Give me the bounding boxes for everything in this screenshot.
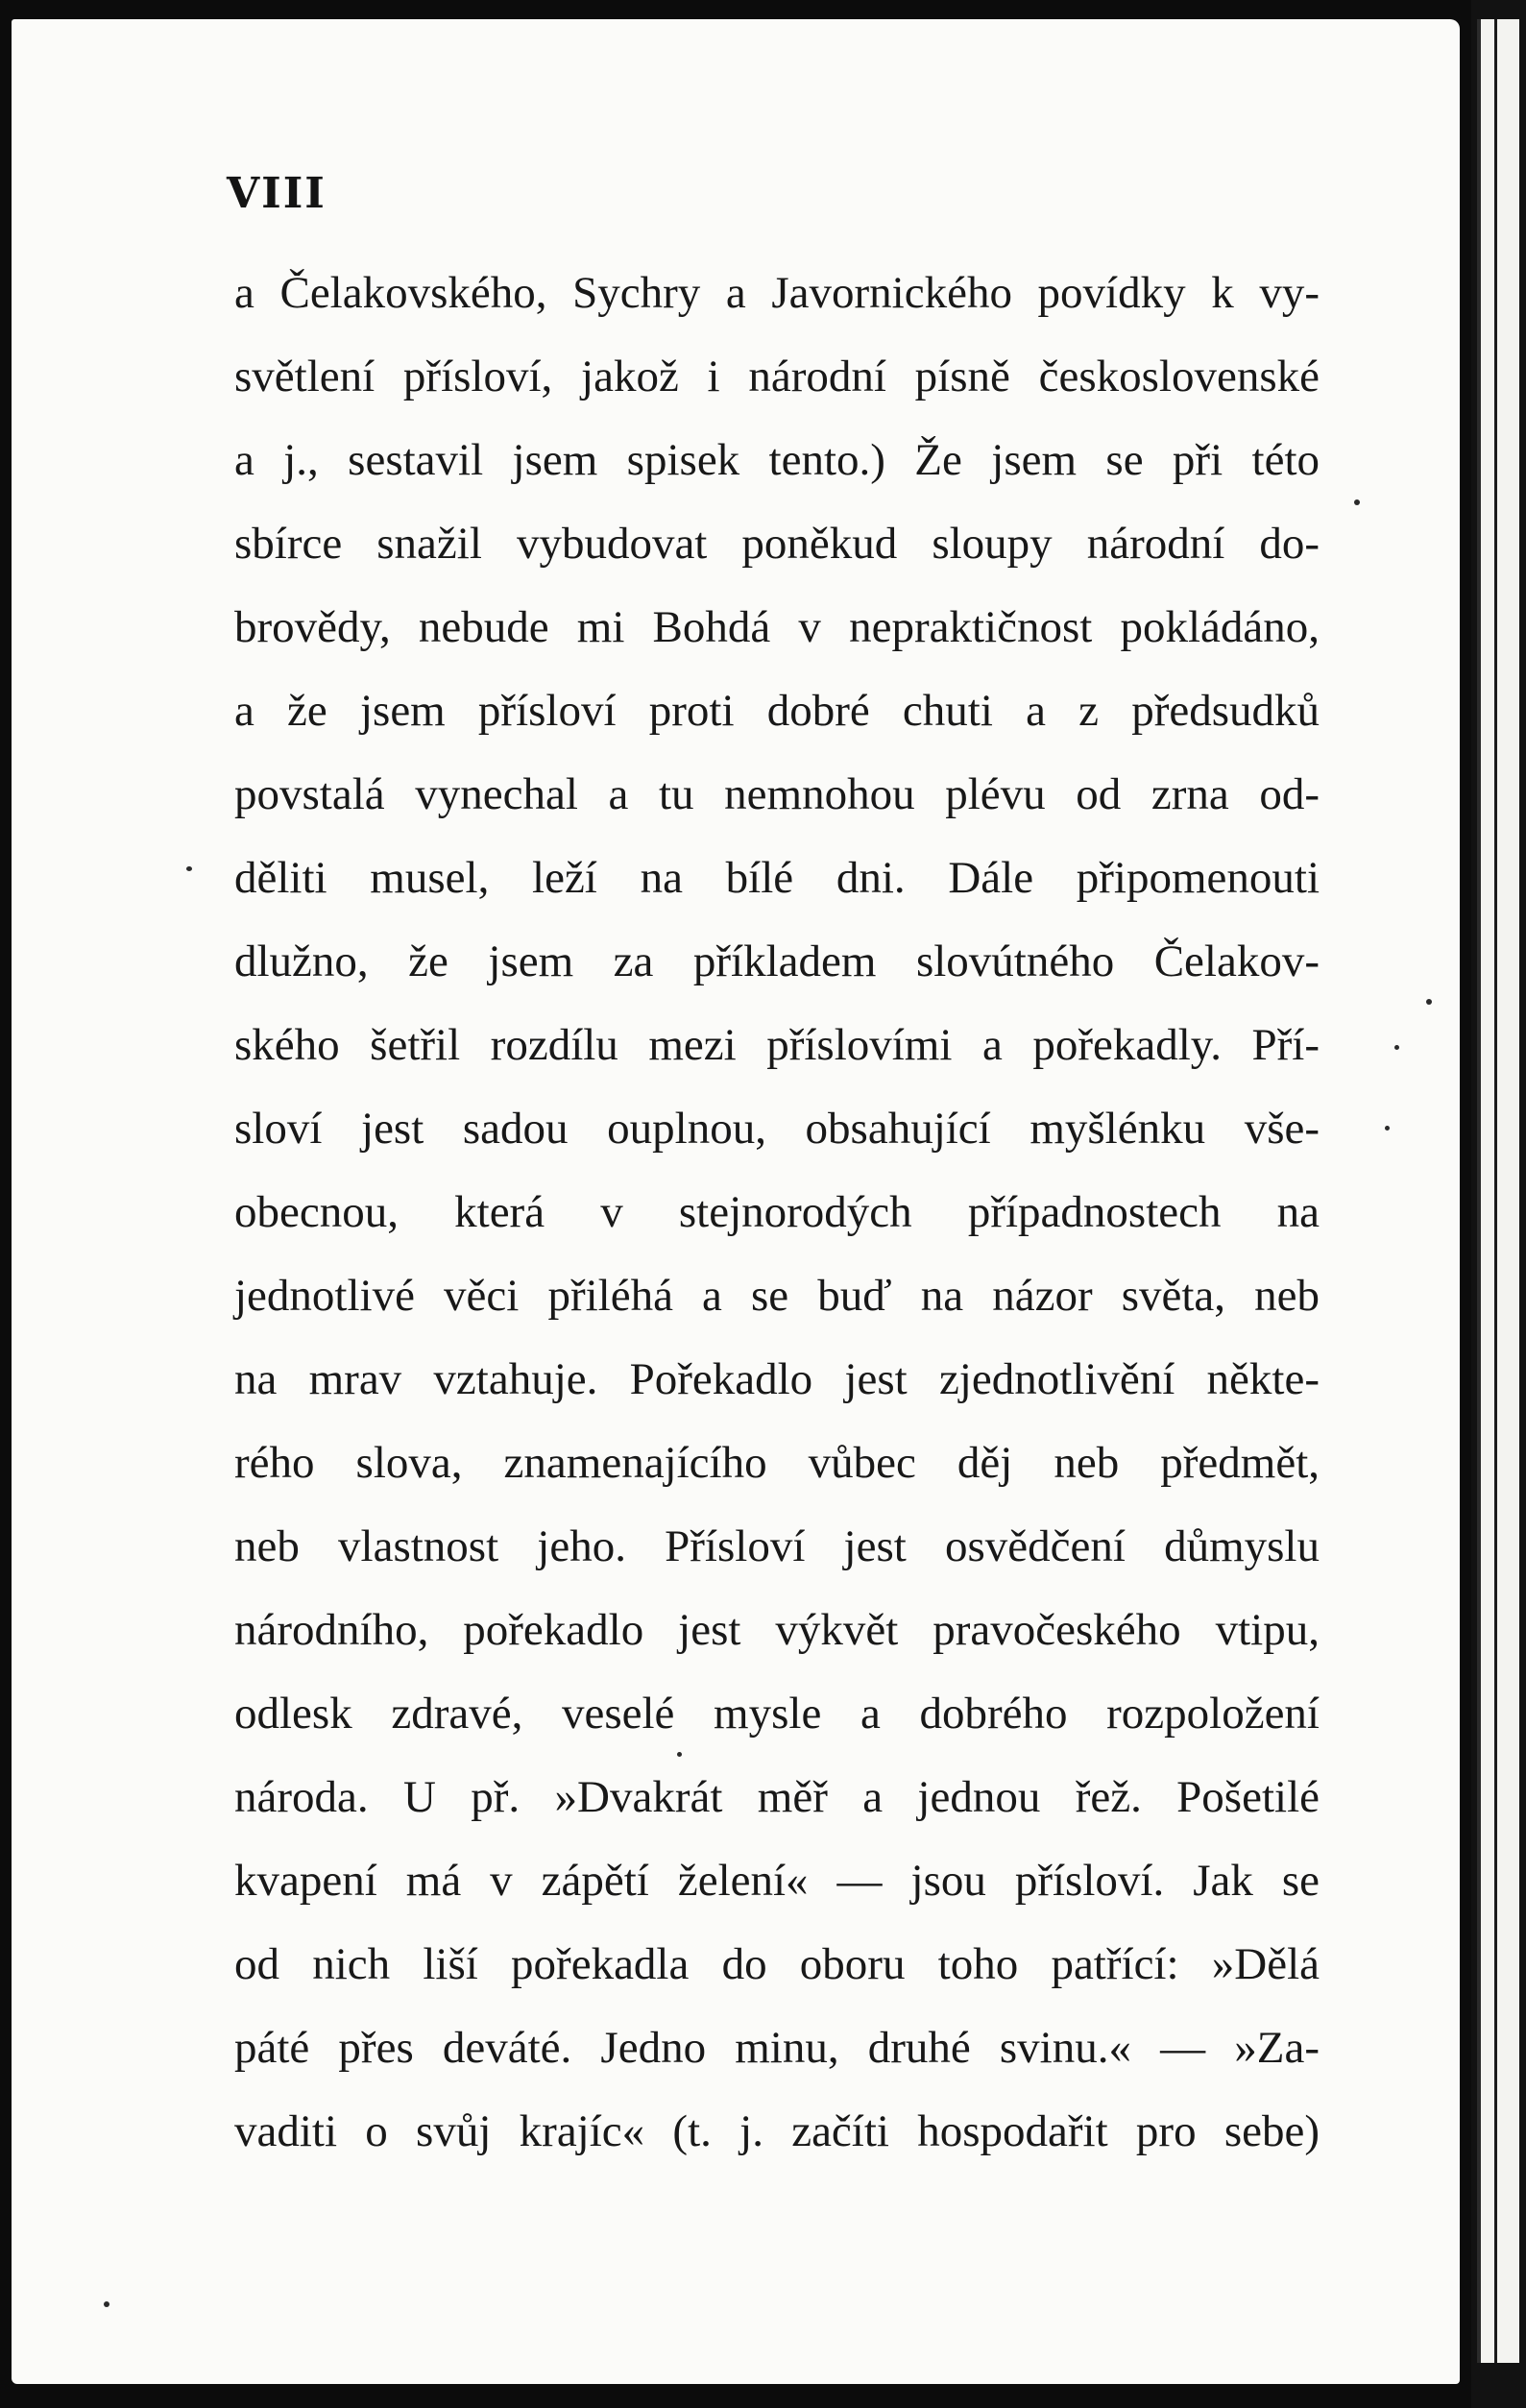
text-line: povstalá vynechal a tu nemnohou plévu od zrna od-: [234, 769, 1320, 819]
text-line: brovědy, nebude mi Bohdá v nepraktičnost pokládáno,: [234, 602, 1320, 652]
text-line: děliti musel, leží na bílé dni. Dále připomenouti: [234, 853, 1320, 903]
text-line: páté přes deváté. Jedno minu, druhé svinu.« — »Za-: [234, 2023, 1320, 2073]
text-line: a že jsem přísloví proti dobré chuti a z předsudků: [234, 686, 1320, 736]
scan-speck: [104, 2301, 109, 2307]
page-number: VIII: [227, 169, 327, 218]
text-line: kvapení má v zápětí želení« — jsou přísloví. Jak se: [234, 1856, 1320, 1906]
text-line: na mrav vztahuje. Pořekadlo jest zjednotlivění někte-: [234, 1354, 1320, 1404]
text-line: národa. U př. »Dvakrát měř a jednou řež. Pošetilé: [234, 1772, 1320, 1822]
text-line: a j., sestavil jsem spisek tento.) Že jsem se při této: [234, 435, 1320, 485]
scan-speck: [677, 1752, 682, 1757]
text-line: neb vlastnost jeho. Přísloví jest osvědčení důmyslu: [234, 1521, 1320, 1571]
scan-speck: [186, 866, 192, 871]
scan-speck: [1394, 1045, 1399, 1050]
page-body-text: [234, 252, 1320, 2174]
text-line: sbírce snažil vybudovat poněkud sloupy národní do-: [234, 519, 1320, 569]
text-line: odlesk zdravé, veselé mysle a dobrého rozpoložení: [234, 1689, 1320, 1739]
scan-speck: [1354, 499, 1360, 505]
adjacent-page-edge: [1477, 19, 1519, 2363]
scan-speck: [1385, 1126, 1390, 1131]
text-line: sloví jest sadou ouplnou, obsahující myšlénku vše-: [234, 1104, 1320, 1154]
text-line: dlužno, že jsem za příkladem slovútného Čelakov-: [234, 936, 1320, 986]
text-line: a Čelakovského, Sychry a Javornického povídky k vy-: [234, 268, 1320, 318]
text-line: světlení přísloví, jakož i národní písně československé: [234, 352, 1320, 401]
text-line: obecnou, která v stejnorodých případnostech na: [234, 1187, 1320, 1237]
text-line: národního, pořekadlo jest výkvět pravočeského vtipu,: [234, 1605, 1320, 1655]
text-line: rého slova, znamenajícího vůbec děj neb předmět,: [234, 1438, 1320, 1488]
page-fold-line: [1494, 19, 1497, 2363]
text-line: ského šetřil rozdílu mezi příslovími a pořekadly. Pří-: [234, 1020, 1320, 1070]
text-line: vaditi o svůj krajíc« (t. j. začíti hospodařit pro sebe): [234, 2106, 1320, 2156]
scan-speck: [1426, 999, 1432, 1005]
text-line: od nich liší pořekadla do oboru toho patřící: »Dělá: [234, 1939, 1320, 1989]
text-line: jednotlivé věci přiléhá a se buď na názor světa, neb: [234, 1271, 1320, 1321]
